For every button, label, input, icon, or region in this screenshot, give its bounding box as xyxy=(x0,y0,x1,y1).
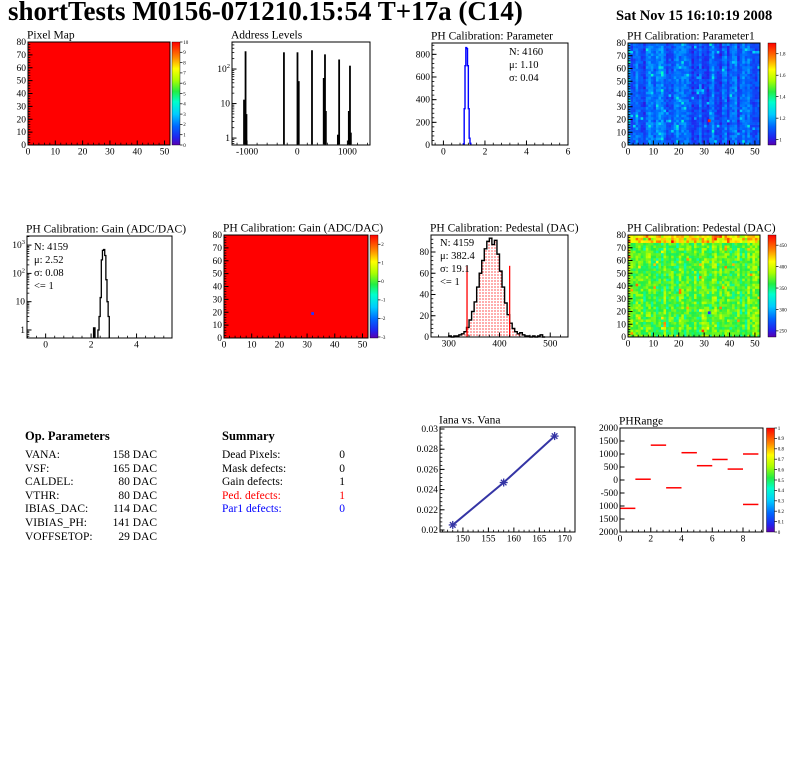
svg-text:40: 40 xyxy=(616,90,626,100)
svg-text:80: 80 xyxy=(213,231,222,241)
svg-text:10: 10 xyxy=(15,297,25,308)
svg-text:300: 300 xyxy=(441,339,456,350)
svg-text:PH Calibration: Pedestal (DAC): PH Calibration: Pedestal (DAC) xyxy=(627,222,776,235)
svg-text:500: 500 xyxy=(543,339,558,350)
svg-text:10: 10 xyxy=(648,339,659,350)
iana-vs-vana-plot xyxy=(413,411,598,543)
svg-text:400: 400 xyxy=(492,339,507,350)
svg-text:2: 2 xyxy=(381,243,384,249)
svg-text:0: 0 xyxy=(381,280,384,286)
ped_hist-canvas xyxy=(413,220,598,350)
svg-text:103: $10^3$ xyxy=(12,239,25,252)
row-label: IBIAS_DAC: xyxy=(25,503,89,516)
param-row xyxy=(222,463,345,477)
param-row xyxy=(25,476,157,490)
svg-text:60: 60 xyxy=(616,256,626,267)
row-value: 158 DAC xyxy=(112,449,157,461)
summary-rows xyxy=(222,449,345,517)
svg-text:-1000: -1000 xyxy=(235,147,259,158)
row-label: Mask defects: xyxy=(222,462,287,475)
svg-text:10: 10 xyxy=(16,128,26,139)
param-row xyxy=(25,449,157,463)
svg-text:0.026: 0.026 xyxy=(416,465,438,476)
svg-text:2: 2 xyxy=(482,147,488,158)
svg-text:40: 40 xyxy=(132,147,142,158)
svg-text:50: 50 xyxy=(357,340,368,350)
svg-text:102: $10^2$ xyxy=(217,63,230,76)
row-value: 0 xyxy=(339,462,345,475)
row-label: VANA: xyxy=(25,449,60,461)
svg-text:30: 30 xyxy=(302,340,312,350)
summary-title: Summary xyxy=(222,429,275,443)
svg-text:60: 60 xyxy=(213,256,222,267)
svg-text:40: 40 xyxy=(724,339,735,350)
gain-map-plot xyxy=(213,220,398,350)
param-row xyxy=(222,490,345,504)
svg-text:50: 50 xyxy=(616,269,626,280)
svg-text:250: 250 xyxy=(779,329,787,335)
phrange-canvas xyxy=(598,411,796,543)
pedestal-map-plot xyxy=(613,220,796,350)
svg-text:Iana vs. Vana: Iana vs. Vana xyxy=(439,414,501,427)
svg-text:PH Calibration: Parameter: PH Calibration: Parameter xyxy=(431,30,553,43)
svg-text:1.2: 1.2 xyxy=(779,116,786,122)
svg-text:80: 80 xyxy=(616,39,626,49)
row-value: 1 xyxy=(339,489,345,502)
svg-text:Address Levels: Address Levels xyxy=(231,29,303,42)
svg-text:1.6: 1.6 xyxy=(779,74,786,80)
gain_hist-canvas xyxy=(8,220,204,350)
svg-text:20: 20 xyxy=(616,115,626,126)
svg-text:20: 20 xyxy=(274,340,285,350)
row-value: 80 DAC xyxy=(118,489,157,502)
svg-text:N: 4159: N: 4159 xyxy=(34,242,69,253)
svg-text:10: 10 xyxy=(648,147,659,158)
row-label: VTHR: xyxy=(25,489,60,502)
svg-text:30: 30 xyxy=(616,294,626,305)
pixel-map-plot xyxy=(8,28,204,158)
ped_map-canvas xyxy=(613,220,796,350)
svg-text:150: 150 xyxy=(455,534,471,543)
row-label: CALDEL: xyxy=(25,476,74,489)
svg-text:20: 20 xyxy=(77,147,88,158)
svg-text:30: 30 xyxy=(213,295,222,306)
ph_parameter-canvas xyxy=(413,28,598,158)
svg-text:PH Calibration: Pedestal (DAC): PH Calibration: Pedestal (DAC) xyxy=(430,222,579,235)
svg-text:0: 0 xyxy=(441,147,446,158)
pixel_map-canvas xyxy=(8,28,204,158)
svg-text:9: 9 xyxy=(183,51,186,57)
param-row xyxy=(222,476,345,490)
svg-text:50: 50 xyxy=(213,269,222,280)
svg-text:20: 20 xyxy=(616,307,626,318)
svg-text:10: 10 xyxy=(220,99,230,110)
svg-text:-2: -2 xyxy=(381,317,386,323)
svg-text:400: 400 xyxy=(415,95,430,106)
svg-text:7: 7 xyxy=(183,71,186,77)
svg-text:<= 1: <= 1 xyxy=(440,277,460,288)
svg-text:N: 4159: N: 4159 xyxy=(440,238,475,249)
param-row xyxy=(25,503,157,517)
svg-text:PH Calibration: Gain (ADC/DAC): PH Calibration: Gain (ADC/DAC) xyxy=(26,223,187,236)
svg-text:40: 40 xyxy=(213,282,222,293)
svg-text:N: 4160: N: 4160 xyxy=(509,47,544,58)
svg-text:μ: 382.4: μ: 382.4 xyxy=(440,251,475,262)
svg-text:0: 0 xyxy=(294,147,300,158)
param-row xyxy=(222,449,345,463)
row-label: VSF: xyxy=(25,462,50,475)
summary-block xyxy=(222,429,345,517)
pedestal-histogram-plot xyxy=(413,220,598,350)
svg-text:30: 30 xyxy=(699,147,709,158)
svg-text:PH Calibration: Gain (ADC/DAC): PH Calibration: Gain (ADC/DAC) xyxy=(223,222,384,235)
svg-text:1.4: 1.4 xyxy=(779,95,786,101)
svg-text:0: 0 xyxy=(625,147,631,158)
svg-text:40: 40 xyxy=(724,147,735,158)
svg-text:20: 20 xyxy=(674,339,684,350)
svg-text:60: 60 xyxy=(16,63,26,74)
svg-text:0: 0 xyxy=(621,333,626,343)
svg-text:50: 50 xyxy=(159,147,170,158)
svg-text:10: 10 xyxy=(616,128,626,139)
row-value: 165 DAC xyxy=(112,462,157,475)
svg-text:350: 350 xyxy=(779,286,787,292)
param-row xyxy=(25,531,157,545)
svg-text:600: 600 xyxy=(415,73,430,83)
address_levels-canvas xyxy=(213,28,398,158)
svg-text:40: 40 xyxy=(616,282,626,292)
svg-text:40: 40 xyxy=(419,290,429,301)
svg-text:4: 4 xyxy=(134,340,139,350)
svg-text:80: 80 xyxy=(419,248,429,258)
svg-text:30: 30 xyxy=(699,339,709,350)
op-parameters-block xyxy=(25,429,157,544)
svg-text:80: 80 xyxy=(616,231,626,241)
svg-text:2: 2 xyxy=(183,123,186,129)
svg-text:50: 50 xyxy=(616,77,626,88)
phrange-plot xyxy=(598,411,796,543)
svg-text:30: 30 xyxy=(616,102,626,113)
row-value: 80 DAC xyxy=(118,476,157,489)
svg-text:PH Calibration: Parameter1: PH Calibration: Parameter1 xyxy=(627,30,755,43)
svg-text:400: 400 xyxy=(779,265,787,271)
ph-calibration-parameter-plot xyxy=(413,28,598,158)
svg-text:4: 4 xyxy=(183,102,186,108)
svg-text:-3: -3 xyxy=(381,335,386,341)
row-value: 141 DAC xyxy=(112,516,157,529)
svg-text:70: 70 xyxy=(213,243,222,254)
op-parameters-title: Op. Parameters xyxy=(25,429,110,443)
svg-text:40: 40 xyxy=(16,89,26,100)
gain_map-canvas xyxy=(213,220,398,350)
svg-text:450: 450 xyxy=(779,244,787,249)
svg-text:10: 10 xyxy=(246,340,257,350)
svg-text:70: 70 xyxy=(616,243,626,254)
svg-text:Pixel Map: Pixel Map xyxy=(27,29,75,42)
page-title: shortTests M0156-071210.15:54 T+17a (C14) xyxy=(8,0,523,26)
svg-text:1: 1 xyxy=(779,138,782,144)
svg-text:1: 1 xyxy=(381,261,384,267)
svg-text:170: 170 xyxy=(557,534,572,543)
svg-text:40: 40 xyxy=(330,340,340,350)
svg-text:1: 1 xyxy=(20,325,25,336)
param-row xyxy=(25,490,157,504)
op-parameters-rows xyxy=(25,449,157,544)
svg-text:0: 0 xyxy=(25,147,31,158)
svg-text:1: 1 xyxy=(225,134,230,145)
row-label: Par1 defects: xyxy=(222,503,282,516)
svg-text:102: $10^2$ xyxy=(12,267,25,280)
svg-text:-1: -1 xyxy=(381,298,386,304)
svg-text:σ: 0.04: σ: 0.04 xyxy=(509,73,539,84)
row-value: 29 DAC xyxy=(118,530,157,543)
svg-text:30: 30 xyxy=(105,147,115,158)
svg-text:300: 300 xyxy=(779,308,787,314)
svg-text:60: 60 xyxy=(616,64,626,75)
svg-text:<= 1: <= 1 xyxy=(34,281,54,292)
svg-text:70: 70 xyxy=(16,50,26,61)
svg-text:10: 10 xyxy=(50,147,61,158)
svg-text:10: 10 xyxy=(183,40,189,46)
svg-text:1000: 1000 xyxy=(337,147,357,158)
svg-text:0.02: 0.02 xyxy=(421,525,438,536)
svg-text:2: 2 xyxy=(88,340,94,350)
svg-text:0: 0 xyxy=(425,141,430,151)
address-levels-plot xyxy=(213,28,398,158)
row-label: VIBIAS_PH: xyxy=(25,516,87,529)
svg-text:165: 165 xyxy=(532,534,547,543)
svg-text:20: 20 xyxy=(674,147,684,158)
svg-text:6: 6 xyxy=(183,82,186,87)
svg-text:σ: 19.1: σ: 19.1 xyxy=(440,264,470,275)
row-label: Dead Pixels: xyxy=(222,449,281,461)
svg-text:160: 160 xyxy=(506,534,521,543)
svg-text:0: 0 xyxy=(424,333,429,343)
svg-text:3: 3 xyxy=(183,112,186,118)
svg-text:μ: 2.52: μ: 2.52 xyxy=(34,255,64,266)
svg-text:80: 80 xyxy=(16,38,26,48)
svg-text:50: 50 xyxy=(750,147,760,158)
svg-text:0: 0 xyxy=(183,143,186,149)
svg-text:8: 8 xyxy=(183,61,186,67)
svg-text:0: 0 xyxy=(625,339,631,350)
iana_vana-canvas xyxy=(413,411,598,543)
row-value: 0 xyxy=(339,449,345,461)
svg-text:0.03: 0.03 xyxy=(421,425,438,436)
timestamp: Sat Nov 15 16:10:19 2008 xyxy=(616,8,773,24)
svg-text:4: 4 xyxy=(524,147,529,158)
row-label: Ped. defects: xyxy=(222,489,281,502)
svg-text:20: 20 xyxy=(16,115,26,126)
svg-text:0.028: 0.028 xyxy=(416,445,438,456)
ph-calibration-parameter1-map xyxy=(613,28,796,158)
svg-text:σ: 0.08: σ: 0.08 xyxy=(34,268,64,279)
svg-text:0: 0 xyxy=(43,340,49,350)
svg-text:155: 155 xyxy=(481,534,496,543)
svg-text:200: 200 xyxy=(415,118,430,129)
svg-text:50: 50 xyxy=(16,76,26,87)
gain-histogram-plot xyxy=(8,220,204,350)
svg-text:μ: 1.10: μ: 1.10 xyxy=(509,60,539,71)
row-label: Gain defects: xyxy=(222,476,283,489)
svg-text:0.022: 0.022 xyxy=(416,505,438,516)
svg-text:0.024: 0.024 xyxy=(416,485,438,496)
svg-text:0: 0 xyxy=(621,141,626,151)
row-value: 114 DAC xyxy=(113,503,157,516)
row-value: 1 xyxy=(339,476,345,489)
svg-text:20: 20 xyxy=(213,308,222,319)
svg-text:1: 1 xyxy=(183,133,186,139)
svg-text:60: 60 xyxy=(419,269,429,280)
svg-text:5: 5 xyxy=(183,92,186,98)
svg-text:20: 20 xyxy=(419,311,429,322)
param-row xyxy=(222,503,345,517)
svg-text:6: 6 xyxy=(565,147,571,158)
svg-text:0: 0 xyxy=(21,141,26,151)
param-row xyxy=(25,463,157,477)
svg-text:10: 10 xyxy=(213,321,222,332)
svg-text:10: 10 xyxy=(616,320,626,331)
param-row xyxy=(25,517,157,531)
row-label: VOFFSETOP: xyxy=(25,530,93,543)
svg-text:0: 0 xyxy=(221,340,227,350)
row-value: 0 xyxy=(339,503,345,516)
svg-text:800: 800 xyxy=(415,50,430,61)
svg-text:70: 70 xyxy=(616,51,626,62)
svg-text:30: 30 xyxy=(16,102,26,113)
svg-text:0: 0 xyxy=(217,334,222,344)
parameter1_map-canvas xyxy=(613,28,796,158)
svg-text:1.8: 1.8 xyxy=(779,52,786,58)
svg-text:50: 50 xyxy=(750,339,760,350)
